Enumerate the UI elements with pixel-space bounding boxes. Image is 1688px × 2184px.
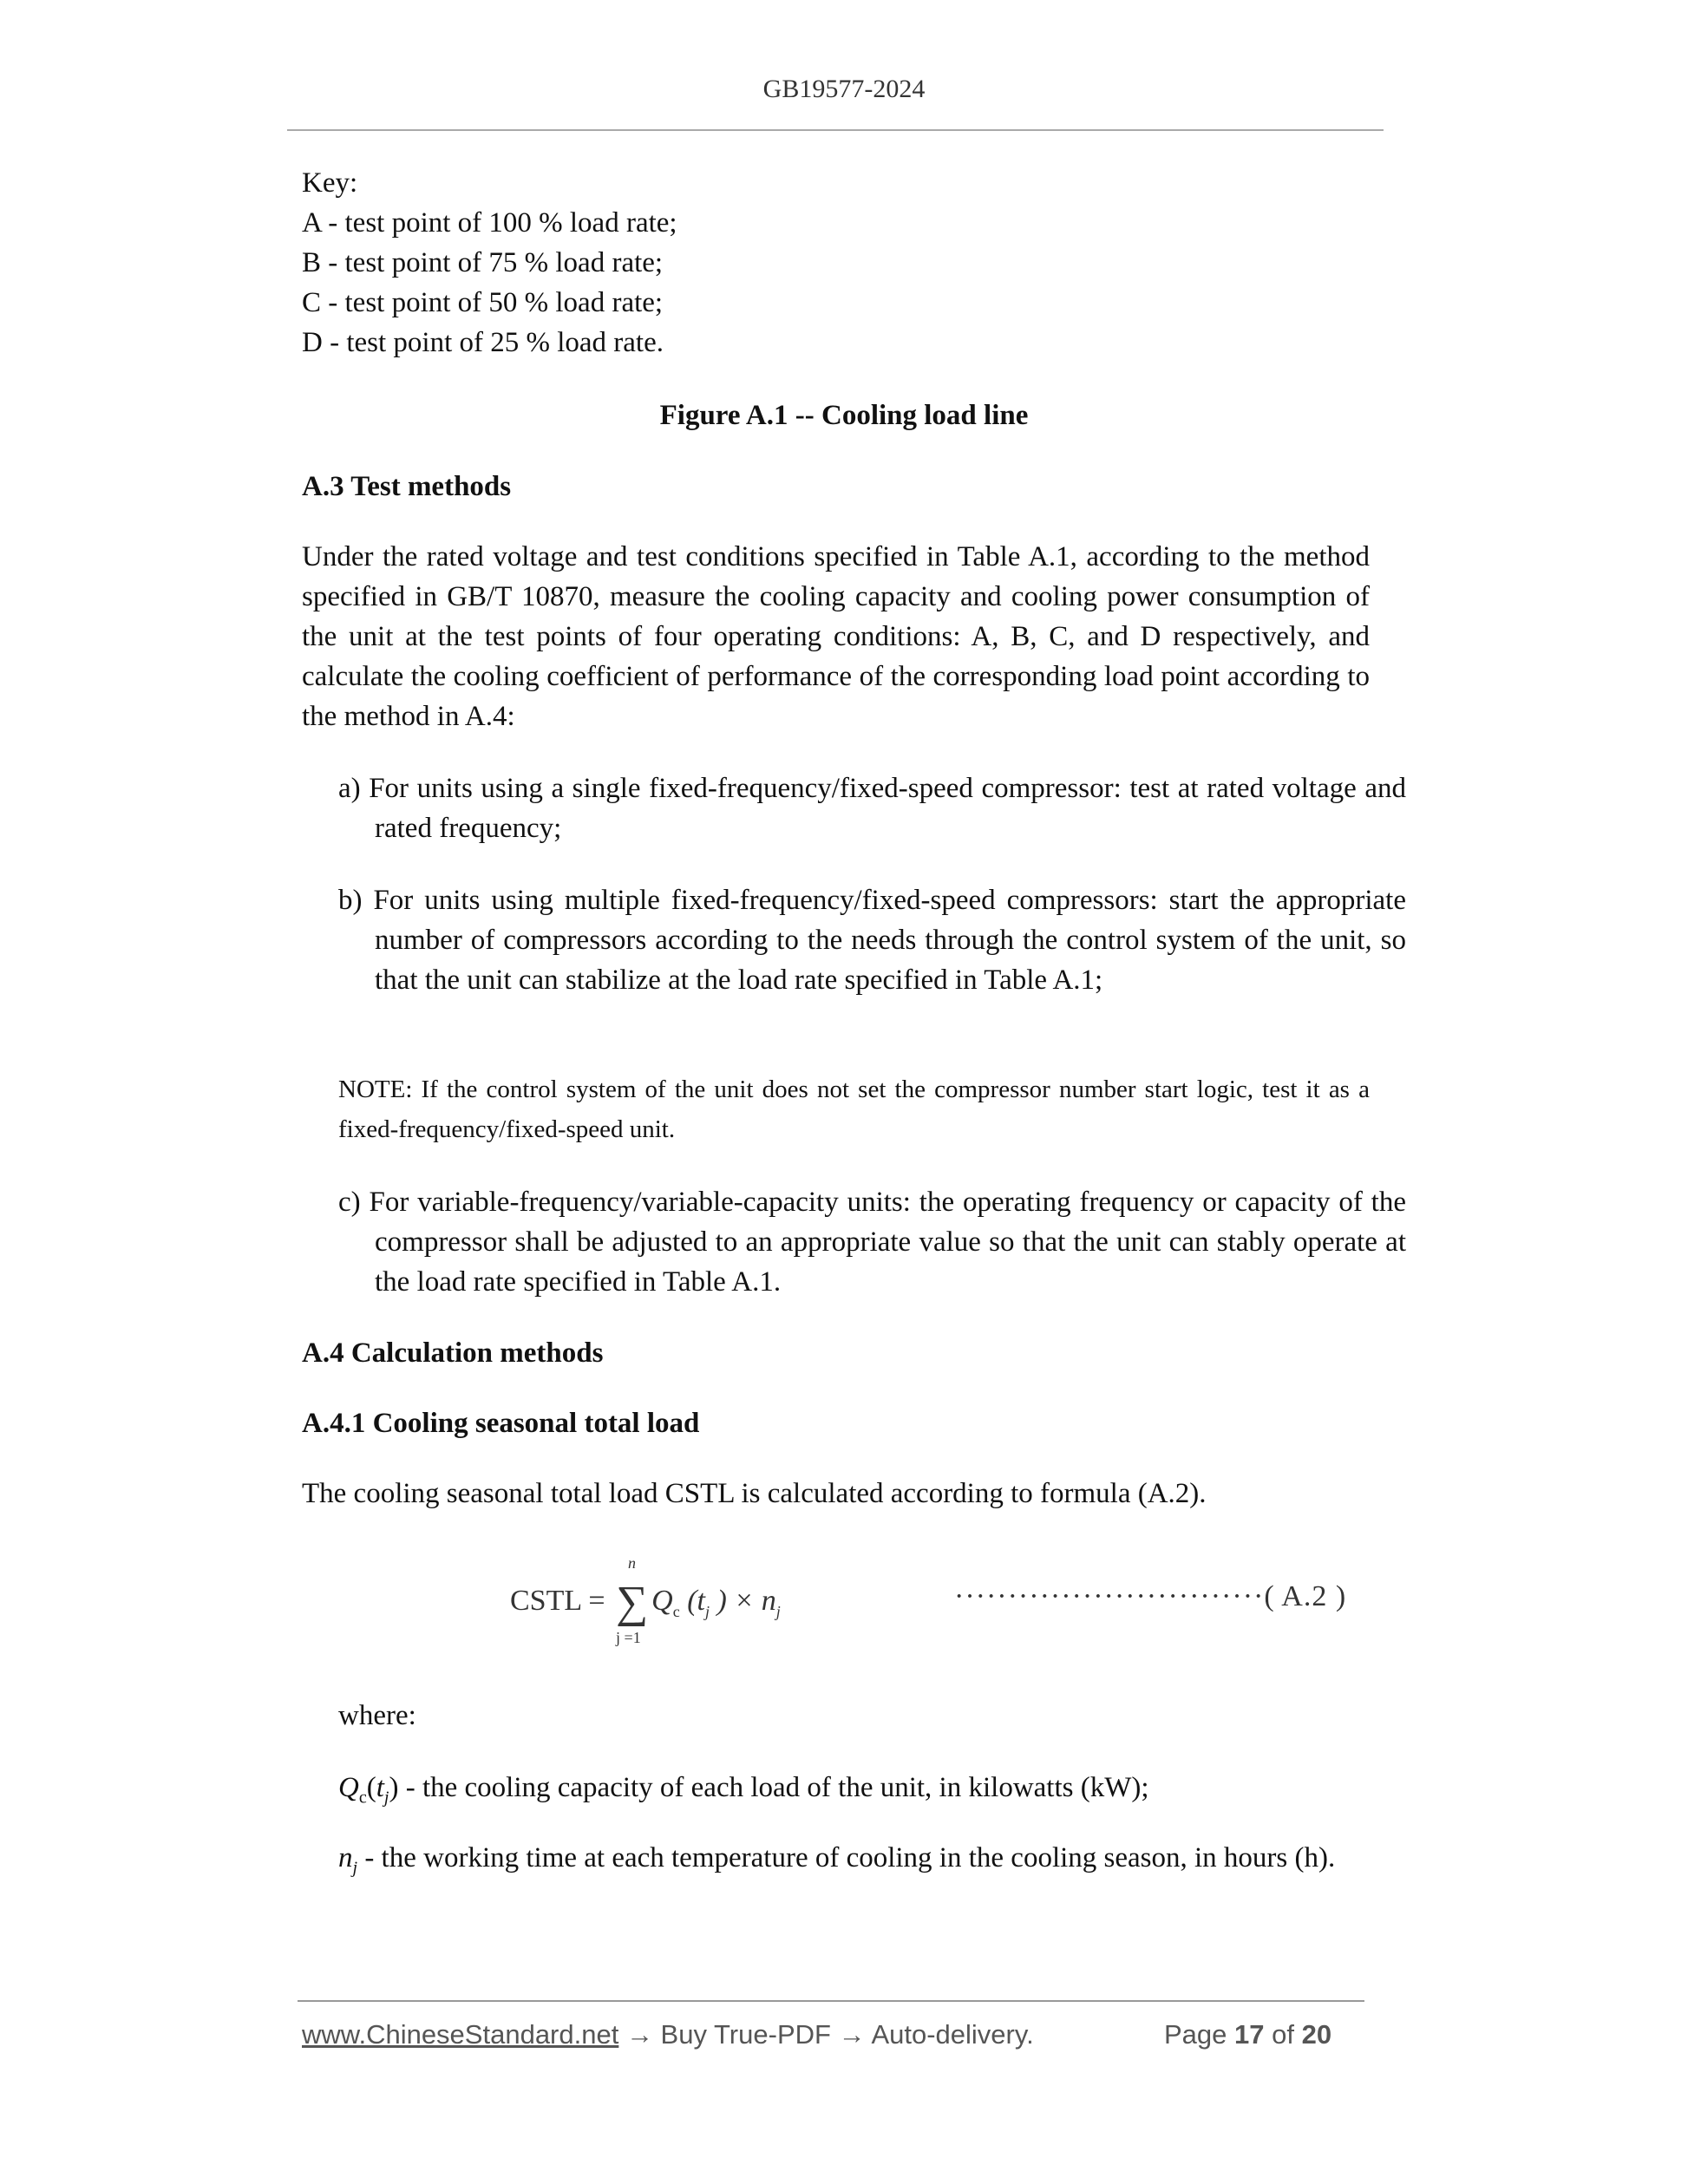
- symbol-n-sub: j: [352, 1858, 358, 1878]
- section-heading-a41: A.4.1 Cooling seasonal total load: [302, 1408, 700, 1439]
- footer-promo-text: → Buy True-PDF → Auto-delivery.: [618, 2019, 1034, 2050]
- figure-key: [302, 163, 1370, 363]
- list-item-a: a) For units using a single fixed-frequency/fixed-speed compressor: test at rated voltage and rated frequency;: [338, 773, 1406, 844]
- website-link[interactable]: www.ChineseStandard.net: [302, 2019, 619, 2050]
- footer-divider: [298, 2000, 1364, 2002]
- key-title: Key:: [302, 167, 358, 199]
- symbol-t-sub: j: [383, 1788, 389, 1808]
- formula-close: ) × n: [716, 1585, 776, 1617]
- page-number: [1164, 2019, 1331, 2050]
- section-heading-a3: A.3 Test methods: [302, 471, 512, 502]
- symbol-t: t: [376, 1772, 384, 1803]
- paragraph-a3: Under the rated voltage and test conditions specified in Table A.1, according to the method specified in GB/T 10870, measure the cooling capacity and cooling power consumption of the unit at the test points of four operating conditions: A, B, C, and D respectively, and calculate the cooling coefficient of performance of the corresponding load point according to the method in A.4:: [302, 541, 1370, 732]
- formula-term-sub: c: [672, 1602, 680, 1620]
- total-pages: 20: [1301, 2019, 1332, 2050]
- equation-label: ( A.2 ): [1264, 1580, 1347, 1612]
- where-label: where:: [338, 1700, 416, 1731]
- key-item: C - test point of 50 % load rate;: [302, 287, 664, 318]
- formula-arg: (t: [687, 1585, 705, 1617]
- document-header: GB19577-2024: [762, 75, 926, 103]
- sigma-symbol: ∑ n j =1: [616, 1554, 649, 1646]
- list-item-b: b) For units using multiple fixed-frequency/fixed-speed compressors: start the appropriate number of compressors according to the needs through the control system of the unit, so that the unit can stabilize at the load rate specified in Table A.1;: [338, 885, 1406, 996]
- formula-term: Q: [651, 1585, 673, 1617]
- figure-caption: Figure A.1 -- Cooling load line: [659, 400, 1029, 431]
- note: NOTE: If the control system of the unit does not set the compressor number start logic, test it as a fixed-frequency/fixed-speed unit.: [338, 1076, 1370, 1143]
- paren: (: [366, 1772, 376, 1803]
- paragraph-a41: The cooling seasonal total load CSTL is calculated according to formula (A.2).: [302, 1478, 1207, 1509]
- current-page: 17: [1234, 2019, 1265, 2050]
- formula-arg-sub: j: [704, 1602, 710, 1620]
- definition-text: ) - the cooling capacity of each load of the unit, in kilowatts (kW);: [389, 1772, 1149, 1803]
- sum-upper: n: [628, 1554, 637, 1572]
- sum-lower: j =1: [616, 1629, 641, 1646]
- formula-lhs: CSTL =: [510, 1585, 605, 1617]
- definition-text: - the working time at each temperature of cooling in the cooling season, in hours (h).: [357, 1842, 1336, 1873]
- key-item: A - test point of 100 % load rate;: [302, 207, 677, 239]
- footer-promo: [302, 2019, 1034, 2050]
- of-label: of: [1272, 2019, 1294, 2050]
- key-item: B - test point of 75 % load rate;: [302, 247, 664, 278]
- key-item: D - test point of 25 % load rate.: [302, 327, 664, 358]
- page-label: Page: [1164, 2019, 1227, 2050]
- leader-dots: ·····························: [954, 1580, 1265, 1612]
- definition-nj: [338, 1838, 1370, 1888]
- formula-n-sub: j: [775, 1602, 781, 1620]
- definition-qc: [338, 1768, 1370, 1818]
- equation-number: [954, 1580, 1346, 1613]
- symbol-q: Q: [338, 1772, 359, 1803]
- formula-a2: [510, 1554, 781, 1646]
- header-divider: [287, 129, 1384, 131]
- section-heading-a4: A.4 Calculation methods: [302, 1337, 604, 1369]
- list-item-c: c) For variable-frequency/variable-capacity units: the operating frequency or capacity of the compressor shall be adjusted to an appropriate value so that the unit can stably operate at the load rate specified in Table A.1.: [338, 1187, 1406, 1298]
- symbol-q-sub: c: [358, 1788, 367, 1808]
- symbol-n: n: [338, 1842, 353, 1873]
